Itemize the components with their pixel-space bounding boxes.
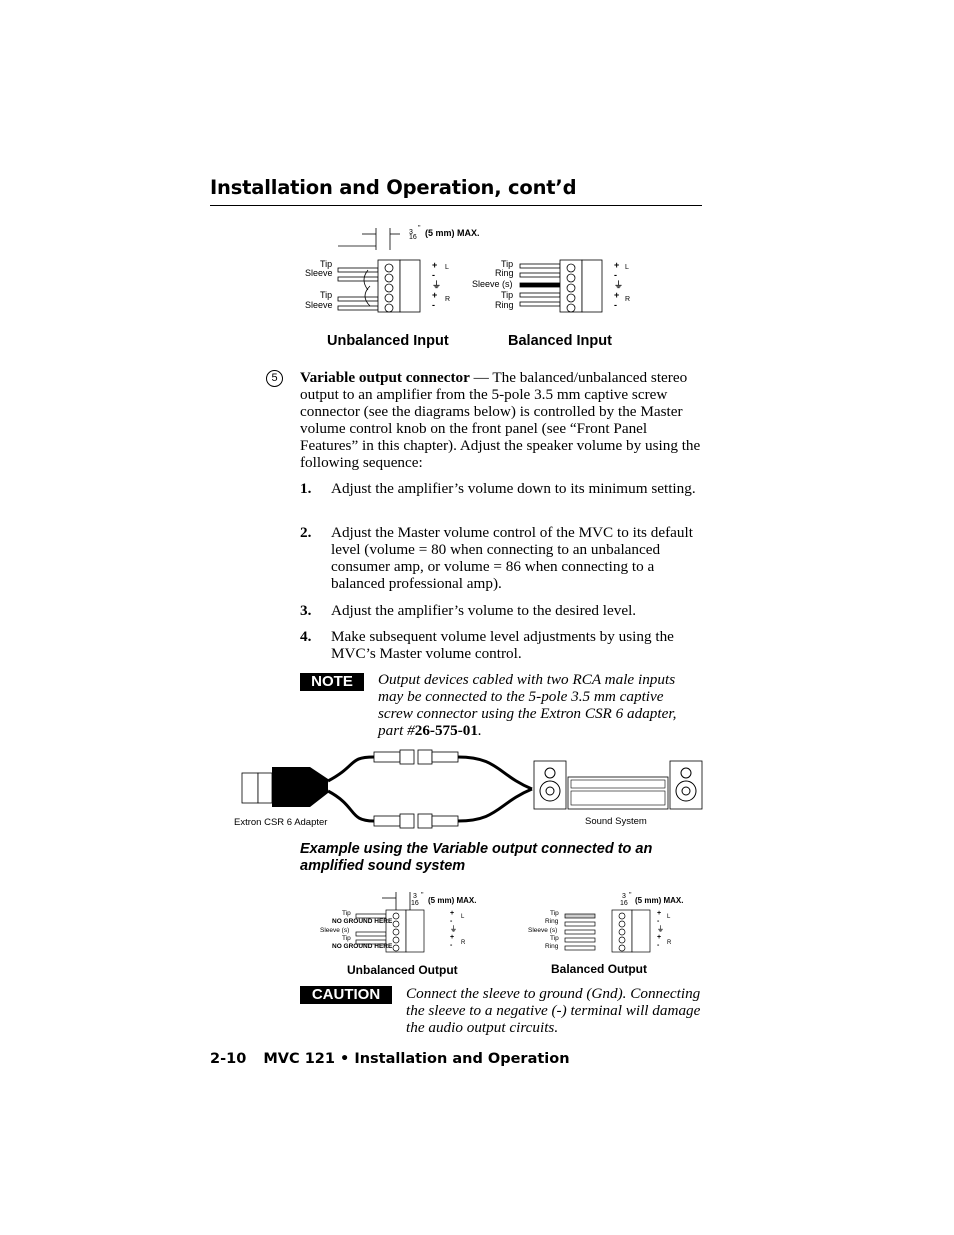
footer-text: MVC 121 • Installation and Operation — [263, 1051, 570, 1067]
connector-illustration — [300, 222, 660, 322]
wire-label: Ring — [495, 300, 514, 310]
side-mark-l: L — [667, 914, 671, 920]
balanced-output-label: Balanced Output — [551, 962, 648, 976]
fraction-numerator: 3 — [622, 893, 626, 900]
unbalanced-input-label: Unbalanced Input — [327, 333, 449, 349]
fraction-denominator: 16 — [620, 900, 628, 907]
wire-label: Ring — [545, 943, 559, 950]
wire-label: Tip — [550, 910, 559, 917]
terminal-marks: + - ⏚ + - — [614, 260, 624, 310]
wire-label: Tip — [342, 935, 351, 942]
side-mark-l: L — [445, 264, 449, 271]
unbalanced-output-label: Unbalanced Output — [347, 963, 458, 977]
inch-mark: " — [629, 892, 632, 899]
wire-label: Tip — [342, 910, 351, 917]
wire-label: Tip — [320, 290, 333, 300]
dimension-label: (5 mm) MAX. — [635, 896, 684, 905]
wire-label: NO GROUND HERE — [332, 918, 393, 925]
wire-label: Sleeve — [305, 300, 333, 310]
wire-label: Tip — [501, 290, 514, 300]
side-mark-l: L — [461, 914, 465, 920]
wire-label: Ring — [545, 918, 559, 925]
wire-label: Ring — [495, 268, 514, 278]
side-mark-r: R — [667, 940, 672, 946]
fraction-denominator: 16 — [411, 900, 419, 907]
balanced-input-label: Balanced Input — [508, 333, 612, 349]
section5-paragraph: Variable output connector — The balanced/unbalanced stereo output to an amplifier from the 5-pole 3.5 mm captive screw connector (see the diagrams below) is controlled by the Master volume control knob on the front panel (see “Front Panel Features” in this chapter). Adjust the speaker volume by using the following sequence: — [300, 369, 701, 471]
caution-text: Connect the sleeve to ground (Gnd). Connecting the sleeve to a negative (-) terminal will damage the audio output circuits. — [406, 985, 701, 1036]
terminal-marks: + - ⏚ + - — [657, 910, 664, 949]
wire-label: Sleeve (s) — [528, 927, 558, 934]
page-footer — [210, 1051, 570, 1067]
side-mark-r: R — [445, 296, 451, 303]
side-mark-r: R — [625, 296, 631, 303]
section5-lead: Variable output connector — [300, 369, 470, 386]
wire-label: Tip — [501, 259, 514, 269]
step-number: 2. — [300, 524, 312, 541]
wire-label: NO GROUND HERE — [332, 943, 393, 950]
side-mark-l: L — [625, 264, 629, 271]
terminal-marks: + - ⏚ + - — [432, 260, 442, 310]
step-number-circle: 5 — [266, 370, 283, 387]
section5-text: The balanced/unbalanced stereo output to an amplifier from the 5-pole 3.5 mm captive screw connector (see the diagrams below) is controlled by the Master volume control knob on the front panel (see “Front Panel Features” in this chapter). Adjust the speaker volume by using the following sequence: — [300, 369, 701, 471]
fraction-numerator: 3 — [409, 229, 413, 236]
terminal-marks: + - ⏚ + - — [450, 910, 457, 949]
fraction-numerator: 3 — [413, 893, 417, 900]
wire-label: Tip — [550, 935, 559, 942]
top-connector-diagram — [300, 222, 660, 322]
page-number: 2-10 — [210, 1051, 247, 1067]
side-mark-r: R — [461, 940, 466, 946]
wire-label: Sleeve (s) — [472, 279, 513, 289]
step-text: Adjust the amplifier’s volume to the desired level. — [331, 602, 637, 619]
example-caption: Example using the Variable output connected to an amplified sound system — [300, 841, 653, 874]
caution-badge: CAUTION — [300, 986, 392, 1004]
dimension-label: (5 mm) MAX. — [425, 228, 480, 238]
step-number: 4. — [300, 628, 312, 645]
step-text: Make subsequent volume level adjustments by using the MVC’s Master volume control. — [331, 628, 674, 662]
wire-label: Sleeve — [305, 268, 333, 278]
inch-mark: " — [418, 225, 421, 232]
note-badge: NOTE — [300, 673, 364, 691]
part-number: 26-575-01 — [414, 722, 478, 739]
step-number: 1. — [300, 480, 312, 497]
sound-system-label: Sound System — [585, 816, 647, 827]
dimension-label: (5 mm) MAX. — [428, 896, 477, 905]
wire-label: Tip — [320, 259, 333, 269]
page-title: Installation and Operation, cont’d — [210, 176, 577, 199]
inch-mark: " — [421, 892, 424, 899]
step-number: 3. — [300, 602, 312, 619]
step-text: Adjust the amplifier’s volume down to its minimum setting. — [331, 480, 696, 497]
step-text: Adjust the Master volume control of the MVC to its default level (volume = 80 when connecting to an unbalanced consumer amp, or volume = 86 when connecting to a balanced professional amp). — [331, 524, 693, 592]
wire-label: Sleeve (s) — [320, 927, 350, 934]
note-text: Output devices cabled with two RCA male inputs may be connected to the 5-pole 3.5 mm captive screw connector using the Extron CSR 6 adapter, part #26-575-01. — [378, 671, 677, 739]
fraction-denominator: 16 — [409, 234, 417, 241]
adapter-label: Extron CSR 6 Adapter — [234, 817, 328, 828]
title-rule — [210, 205, 702, 206]
